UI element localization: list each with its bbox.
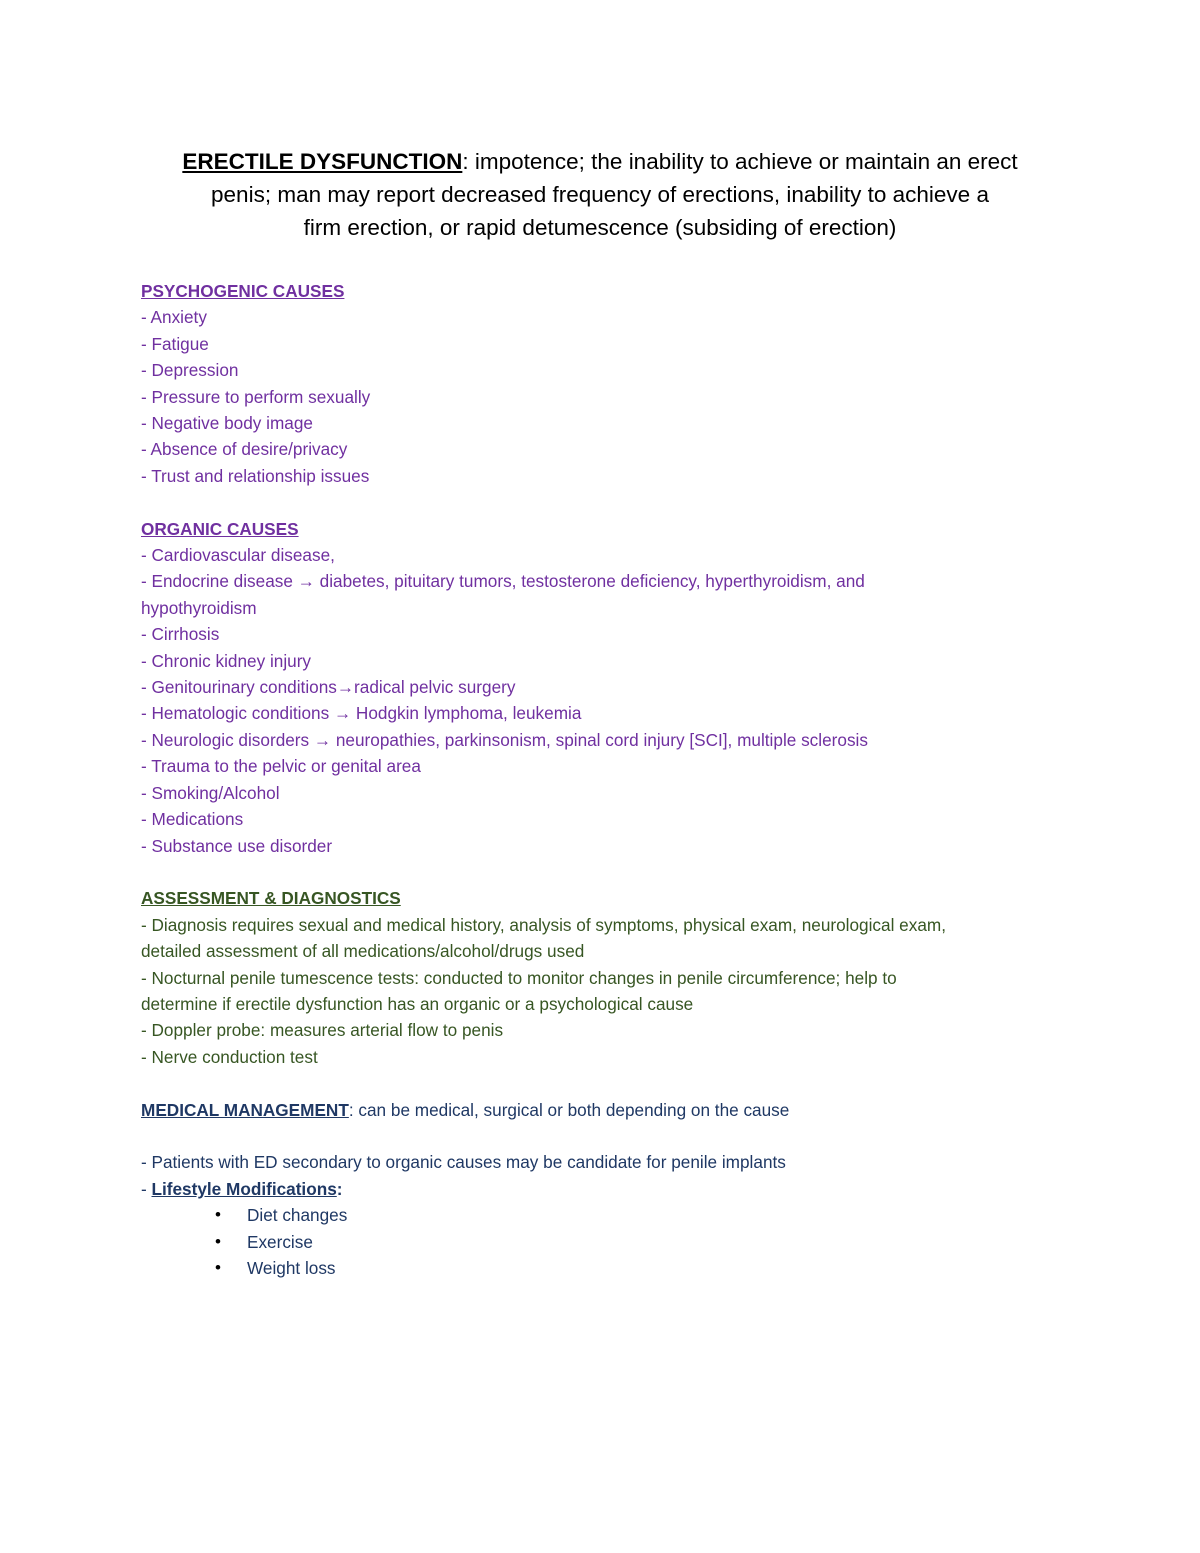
list-item: - Anxiety: [141, 307, 207, 328]
lifestyle-prefix: -: [141, 1178, 152, 1199]
psychogenic-heading: PSYCHOGENIC CAUSES: [141, 281, 345, 301]
lifestyle-list: [141, 1202, 1101, 1281]
list-item: [141, 1202, 1101, 1228]
psychogenic-section: [141, 278, 1101, 489]
organic-heading: ORGANIC CAUSES: [141, 518, 299, 539]
lifestyle-line: [141, 1176, 1101, 1202]
title-line2: penis; man may report decreased frequency of erections, inability to achieve a: [211, 182, 989, 207]
management-section: [141, 1097, 1101, 1282]
lifestyle-label: Lifestyle Modifications: [151, 1178, 337, 1199]
list-item: - Trauma to the pelvic or genital area: [141, 756, 421, 777]
lifestyle-suffix: :: [336, 1178, 343, 1199]
title-line3: firm erection, or rapid detumescence (subsiding of erection): [303, 215, 897, 240]
list-item: - Hematologic conditions → Hodgkin lymphoma, leukemia: [141, 703, 582, 724]
bullet-icon: •: [215, 1205, 221, 1225]
list-item: - Cirrhosis: [141, 624, 220, 645]
title-line1-rest: : impotence; the inability to achieve or maintain an erect: [462, 149, 1018, 174]
list-item: - Cardiovascular disease,: [141, 545, 335, 566]
spacer: [141, 859, 1101, 885]
list-item: - Chronic kidney injury: [141, 650, 312, 671]
document-title: [130, 145, 1070, 244]
list-item: - Nerve conduction test: [141, 1046, 318, 1067]
spacer: [141, 1123, 1101, 1149]
list-item: - Pressure to perform sexually: [141, 386, 371, 407]
list-item: - Genitourinary conditions→radical pelvic surgery: [141, 677, 516, 698]
bullet-icon: •: [215, 1231, 221, 1251]
list-item: - Nocturnal penile tumescence tests: conducted to monitor changes in penile circumference; help to: [141, 967, 897, 988]
list-item: - Smoking/Alcohol: [141, 782, 280, 803]
list-item: - Diagnosis requires sexual and medical history, analysis of symptoms, physical exam, neurological exam,: [141, 914, 946, 935]
lifestyle-item-label: Diet changes: [247, 1205, 348, 1226]
list-item: - Depression: [141, 360, 239, 381]
list-item: - Doppler probe: measures arterial flow to penis: [141, 1020, 504, 1041]
list-item: - Patients with ED secondary to organic causes may be candidate for penile implants: [141, 1152, 786, 1173]
list-item: - Negative body image: [141, 413, 313, 434]
document-body: [141, 278, 1101, 1281]
spacer: [141, 489, 1101, 515]
list-item-continuation: determine if erectile dysfunction has an organic or a psychological cause: [141, 993, 694, 1014]
assessment-heading: ASSESSMENT & DIAGNOSTICS: [141, 888, 401, 909]
list-item: [141, 1229, 1101, 1255]
list-item: - Trust and relationship issues: [141, 465, 370, 486]
list-item-continuation: detailed assessment of all medications/alcohol/drugs used: [141, 941, 585, 962]
list-item-continuation: hypothyroidism: [141, 597, 257, 618]
list-item: - Fatigue: [141, 333, 209, 354]
list-item: - Medications: [141, 809, 244, 830]
bullet-icon: •: [215, 1257, 221, 1277]
management-heading: MEDICAL MANAGEMENT: [141, 1099, 349, 1120]
management-heading-rest: : can be medical, surgical or both depending on the cause: [348, 1099, 790, 1120]
title-heading: ERECTILE DYSFUNCTION: [182, 149, 463, 174]
list-item: - Absence of desire/privacy: [141, 439, 348, 460]
assessment-section: [141, 885, 1101, 1070]
lifestyle-item-label: Weight loss: [247, 1257, 336, 1278]
spacer: [141, 1070, 1101, 1096]
lifestyle-item-label: Exercise: [247, 1231, 313, 1252]
list-item: [141, 1255, 1101, 1281]
list-item: - Substance use disorder: [141, 835, 333, 856]
list-item: - Neurologic disorders → neuropathies, parkinsonism, spinal cord injury [SCI], multiple sclerosis: [141, 729, 868, 750]
organic-section: [141, 516, 1101, 859]
list-item: - Endocrine disease → diabetes, pituitary tumors, testosterone deficiency, hyperthyroidism, and: [141, 571, 865, 592]
